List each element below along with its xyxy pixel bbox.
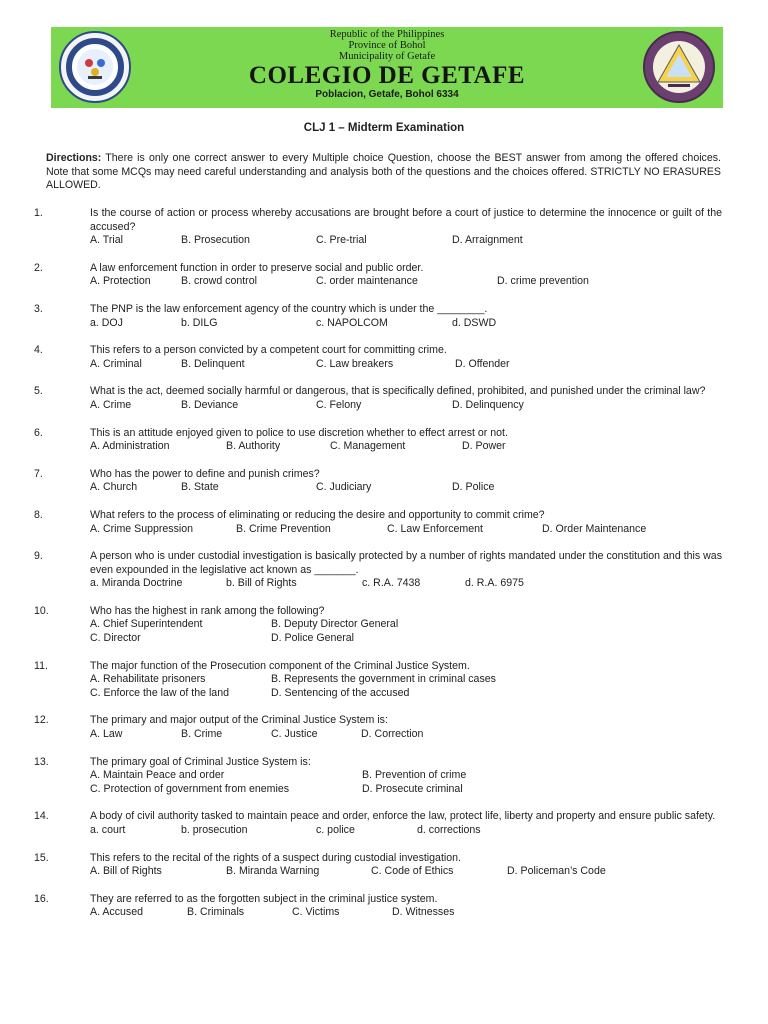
answer-choice[interactable]: c. NAPOLCOM [316,316,388,329]
question-number: 10. [34,604,49,617]
question-text: The primary goal of Criminal Justice System is: [90,755,311,768]
question-number: 16. [34,892,49,905]
answer-choice-row [90,317,722,331]
question-text: This refers to the recital of the rights of a suspect during custodial investigation. [90,851,461,864]
question-text: A law enforcement function in order to preserve social and public order. [90,261,424,274]
answer-choice[interactable]: C. Justice [271,728,318,741]
answer-choice-row [90,577,722,591]
answer-choice-row [90,824,722,838]
answer-choice[interactable]: A. Chief Superintendent [90,618,203,631]
answer-choice[interactable]: d. DSWD [452,316,497,329]
school-header-banner [51,27,723,108]
question-text: What is the act, deemed socially harmful or dangerous, that is specifically defined, prohibited, and punished under the criminal law? [90,385,706,398]
answer-choice-row [90,275,722,289]
municipal-seal-logo [58,30,132,104]
question-text: They are referred to as the forgotten subject in the criminal justice system. [90,892,438,905]
question-number: 3. [34,302,43,315]
answer-choice[interactable]: A. Protection [90,275,151,288]
question-number: 6. [34,426,43,439]
question-item [34,385,722,412]
answer-choice[interactable]: C. Law Enforcement [387,522,483,535]
answer-choice[interactable]: D. Prosecute criminal [362,782,463,795]
answer-choice[interactable]: c. R.A. 7438 [362,577,421,590]
answer-choice[interactable]: B. State [181,481,219,494]
answer-choice[interactable]: A. Trial [90,234,123,247]
header-province: Province of Bohol [348,40,426,51]
answer-choice-row [90,632,722,646]
answer-choice[interactable]: D. Sentencing of the accused [271,686,410,699]
question-number: 8. [34,508,43,521]
answer-choice[interactable]: B. Delinquent [181,357,245,370]
question-number: 9. [34,550,43,563]
answer-choice[interactable]: B. crowd control [181,275,257,288]
header-text-block [141,29,633,100]
answer-choice[interactable]: A. Church [90,481,138,494]
answer-choice[interactable]: D. crime prevention [497,275,589,288]
answer-choice[interactable]: C. Felony [316,398,362,411]
question-text: A body of civil authority tasked to maintain peace and order, enforce the law, protect life, liberty and property and ensure public safety. [90,810,716,823]
answer-choice[interactable]: C. Victims [292,906,340,919]
answer-choice-row [90,440,722,454]
answer-choice[interactable]: c. police [316,824,355,836]
answer-choice[interactable]: D. Power [462,440,506,453]
answer-choice[interactable]: B. Crime [181,728,223,741]
answer-choice[interactable]: D. Police General [271,632,355,645]
answer-choice[interactable]: C. Management [330,440,406,453]
answer-choice[interactable]: D. Witnesses [392,906,455,919]
answer-choice[interactable]: B. Deputy Director General [271,618,399,631]
school-address: Poblacion, Getafe, Bohol 6334 [315,89,459,100]
question-item [34,550,722,591]
school-name: COLEGIO DE GETAFE [248,62,526,89]
answer-choice[interactable]: A. Law [90,728,123,741]
question-item [34,810,722,837]
question-item [34,851,722,879]
question-number: 12. [34,714,49,727]
question-number: 4. [34,344,43,357]
answer-choice[interactable]: B. Miranda Warning [226,865,320,878]
question-item [34,426,722,454]
answer-choice[interactable]: A. Bill of Rights [90,865,162,878]
question-text: Is the course of action or process whereby accusations are brought before a court of justice to determine the innocence or guilt of the accused? [90,207,722,233]
answer-choice-row [90,673,722,687]
answer-choice-row [90,399,722,413]
answer-choice[interactable]: B. Crime Prevention [236,522,331,535]
answer-choice[interactable]: b. prosecution [181,824,248,836]
question-item [34,508,722,536]
answer-choice[interactable]: B. Represents the government in criminal cases [271,673,496,686]
question-item [34,659,722,701]
question-item [34,467,722,495]
answer-choice[interactable]: a. court [90,824,126,836]
answer-choice-row [90,769,722,783]
answer-choice-row [90,523,722,537]
answer-choice[interactable]: B. Deviance [181,398,239,411]
answer-choice[interactable]: A. Accused [90,906,143,919]
answer-choice[interactable]: A. Crime Suppression [90,522,194,535]
question-text: Who has the power to define and punish crimes? [90,467,320,480]
answer-choice[interactable]: D. Correction [361,728,424,741]
answer-choice[interactable]: D. Delinquency [452,398,524,411]
answer-choice[interactable]: a. Miranda Doctrine [90,577,183,590]
question-item [34,604,722,646]
answer-choice[interactable]: C. Code of Ethics [371,865,454,878]
answer-choice-row [90,865,722,879]
answer-choice[interactable]: A. Crime [90,398,132,411]
answer-choice[interactable]: D. Policeman’s Code [507,865,606,878]
answer-choice-row [90,687,722,701]
question-text: A person who is under custodial investigation is basically protected by a number of rights mandated under the constitution and this was even expounded in the legislative act known as _______. [90,550,722,576]
answer-choice[interactable]: B. Prevention of crime [362,769,467,782]
question-number: 5. [34,385,43,398]
answer-choice-row [90,728,722,742]
answer-choice[interactable]: B. Prosecution [181,234,250,247]
directions-paragraph [46,152,721,193]
question-text: The primary and major output of the Criminal Justice System is: [90,714,388,727]
answer-choice[interactable]: b. DILG [181,316,218,329]
question-item [34,207,722,248]
answer-choice[interactable]: C. Protection of government from enemies [90,782,290,795]
question-number: 11. [34,659,48,672]
answer-choice[interactable]: C. Enforce the law of the land [90,686,229,699]
header-republic: Republic of the Philippines [329,29,445,40]
question-item [34,714,722,741]
answer-choice-row [90,358,722,372]
answer-choice[interactable]: D. Offender [455,357,510,370]
answer-choice[interactable]: B. Authority [226,440,281,453]
question-list [34,207,722,934]
question-text: The PNP is the law enforcement agency of the country which is under the ________. [90,302,488,315]
question-item [34,892,722,920]
answer-choice[interactable]: C. Judiciary [316,481,372,494]
answer-choice-row [90,783,722,797]
answer-choice[interactable]: C. order maintenance [316,275,418,288]
question-text: This is an attitude enjoyed given to police to use discretion whether to effect arrest or not. [90,426,508,439]
answer-choice-row [90,906,722,920]
question-text: Who has the highest in rank among the following? [90,604,325,617]
answer-choice[interactable]: C. Pre-trial [316,234,367,247]
answer-choice[interactable]: D. Order Maintenance [542,522,647,535]
exam-title: CLJ 1 – Midterm Examination [303,122,465,134]
answer-choice-row [90,234,722,248]
question-number: 7. [34,467,43,480]
directions-label: Directions: [46,152,102,164]
question-number: 13. [34,755,49,768]
question-number: 2. [34,261,43,274]
answer-choice[interactable]: D. Police [452,481,495,494]
question-item [34,755,722,797]
question-number: 15. [34,851,49,864]
answer-choice[interactable]: b. Bill of Rights [226,577,297,590]
answer-choice[interactable]: A. Rehabilitate prisoners [90,673,206,686]
question-item [34,261,722,289]
directions-text: There is only one correct answer to every Multiple choice Question, choose the BEST answer from among the offered choices. Note that some MCQs may need careful understanding and analysis both of the questions and the choices offered. STRICTLY NO ERASURES ALLOWED. [46,152,721,192]
question-item [34,302,722,330]
answer-choice[interactable]: A. Administration [90,440,170,453]
answer-choice[interactable]: A. Criminal [90,357,142,370]
answer-choice[interactable]: D. Arraignment [452,234,523,247]
answer-choice[interactable]: B. Criminals [187,906,245,919]
question-number: 14. [34,810,49,823]
answer-choice[interactable]: a. DOJ [90,316,123,329]
question-text: This refers to a person convicted by a competent court for committing crime. [90,344,447,357]
question-item [34,344,722,371]
answer-choice[interactable]: C. Director [90,632,141,645]
header-municipality: Municipality of Getafe [338,51,436,62]
answer-choice[interactable]: A. Maintain Peace and order [90,769,225,782]
question-text: What refers to the process of eliminating or reducing the desire and opportunity to commit crime? [90,508,545,521]
question-number: 1. [34,207,43,219]
answer-choice[interactable]: C. Law breakers [316,357,394,370]
question-text: The major function of the Prosecution component of the Criminal Justice System. [90,659,470,672]
answer-choice-row [90,481,722,495]
answer-choice[interactable]: d. corrections [417,824,481,836]
answer-choice-row [90,618,722,632]
answer-choice[interactable]: d. R.A. 6975 [465,577,524,590]
college-seal-logo [642,30,716,104]
